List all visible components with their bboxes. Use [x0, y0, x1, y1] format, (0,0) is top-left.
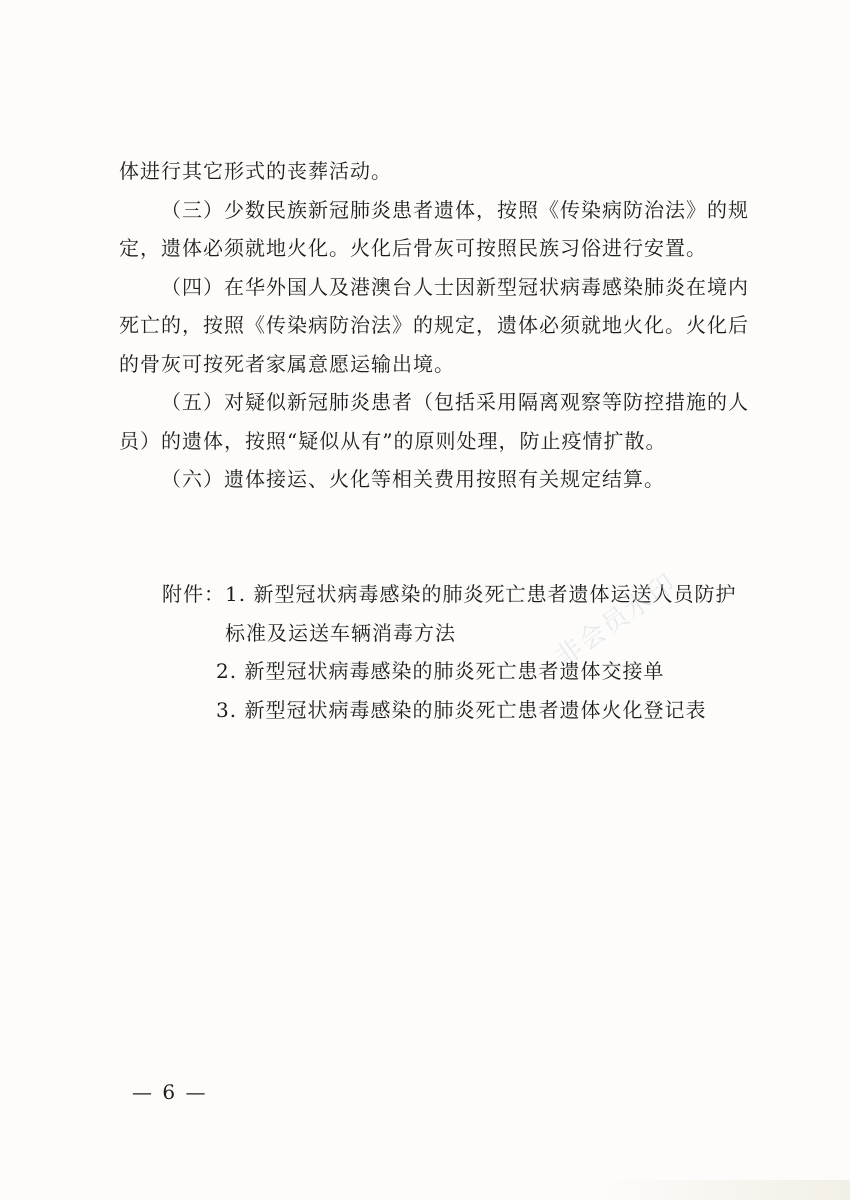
paragraph-continuation: 体进行其它形式的丧葬活动。 — [119, 159, 392, 183]
paragraph-item-4: （四）在华外国人及港澳台人士因新型冠状病毒感染肺炎在境内死亡的，按照《传染病防治法》的规定，遗体必须就地火化。火化后的骨灰可按死者家属意愿运输出境。 — [119, 274, 749, 376]
watermark-stamp: 非会员水印 — [550, 568, 683, 673]
page-number: — 6 — — [132, 1080, 208, 1104]
attachment-row-1 — [162, 575, 752, 652]
attachment-item-1: 1. 新型冠状病毒感染的肺炎死亡患者遗体运送人员防护标准及运送车辆消毒方法 — [225, 582, 737, 645]
attachments-lead: 附件： — [162, 582, 225, 606]
scan-edge-shadow — [0, 1180, 850, 1200]
body-text — [119, 152, 749, 499]
paragraph-item-5: （五）对疑似新冠肺炎患者（包括采用隔离观察等防控措施的人员）的遗体，按照“疑似从有”的原则处理，防止疫情扩散。 — [119, 390, 749, 453]
attachment-item-3: 3. 新型冠状病毒感染的肺炎死亡患者遗体火化登记表 — [216, 697, 707, 722]
attachment-item-2: 2. 新型冠状病毒感染的肺炎死亡患者遗体交接单 — [216, 659, 665, 683]
attachments-list — [162, 575, 752, 729]
paragraph-item-3: （三）少数民族新冠肺炎患者遗体，按照《传染病防治法》的规定，遗体必须就地火化。火化后骨灰可按照民族习俗进行安置。 — [119, 197, 749, 260]
paragraph-item-6: （六）遗体接运、火化等相关费用按照有关规定结算。 — [161, 467, 665, 491]
